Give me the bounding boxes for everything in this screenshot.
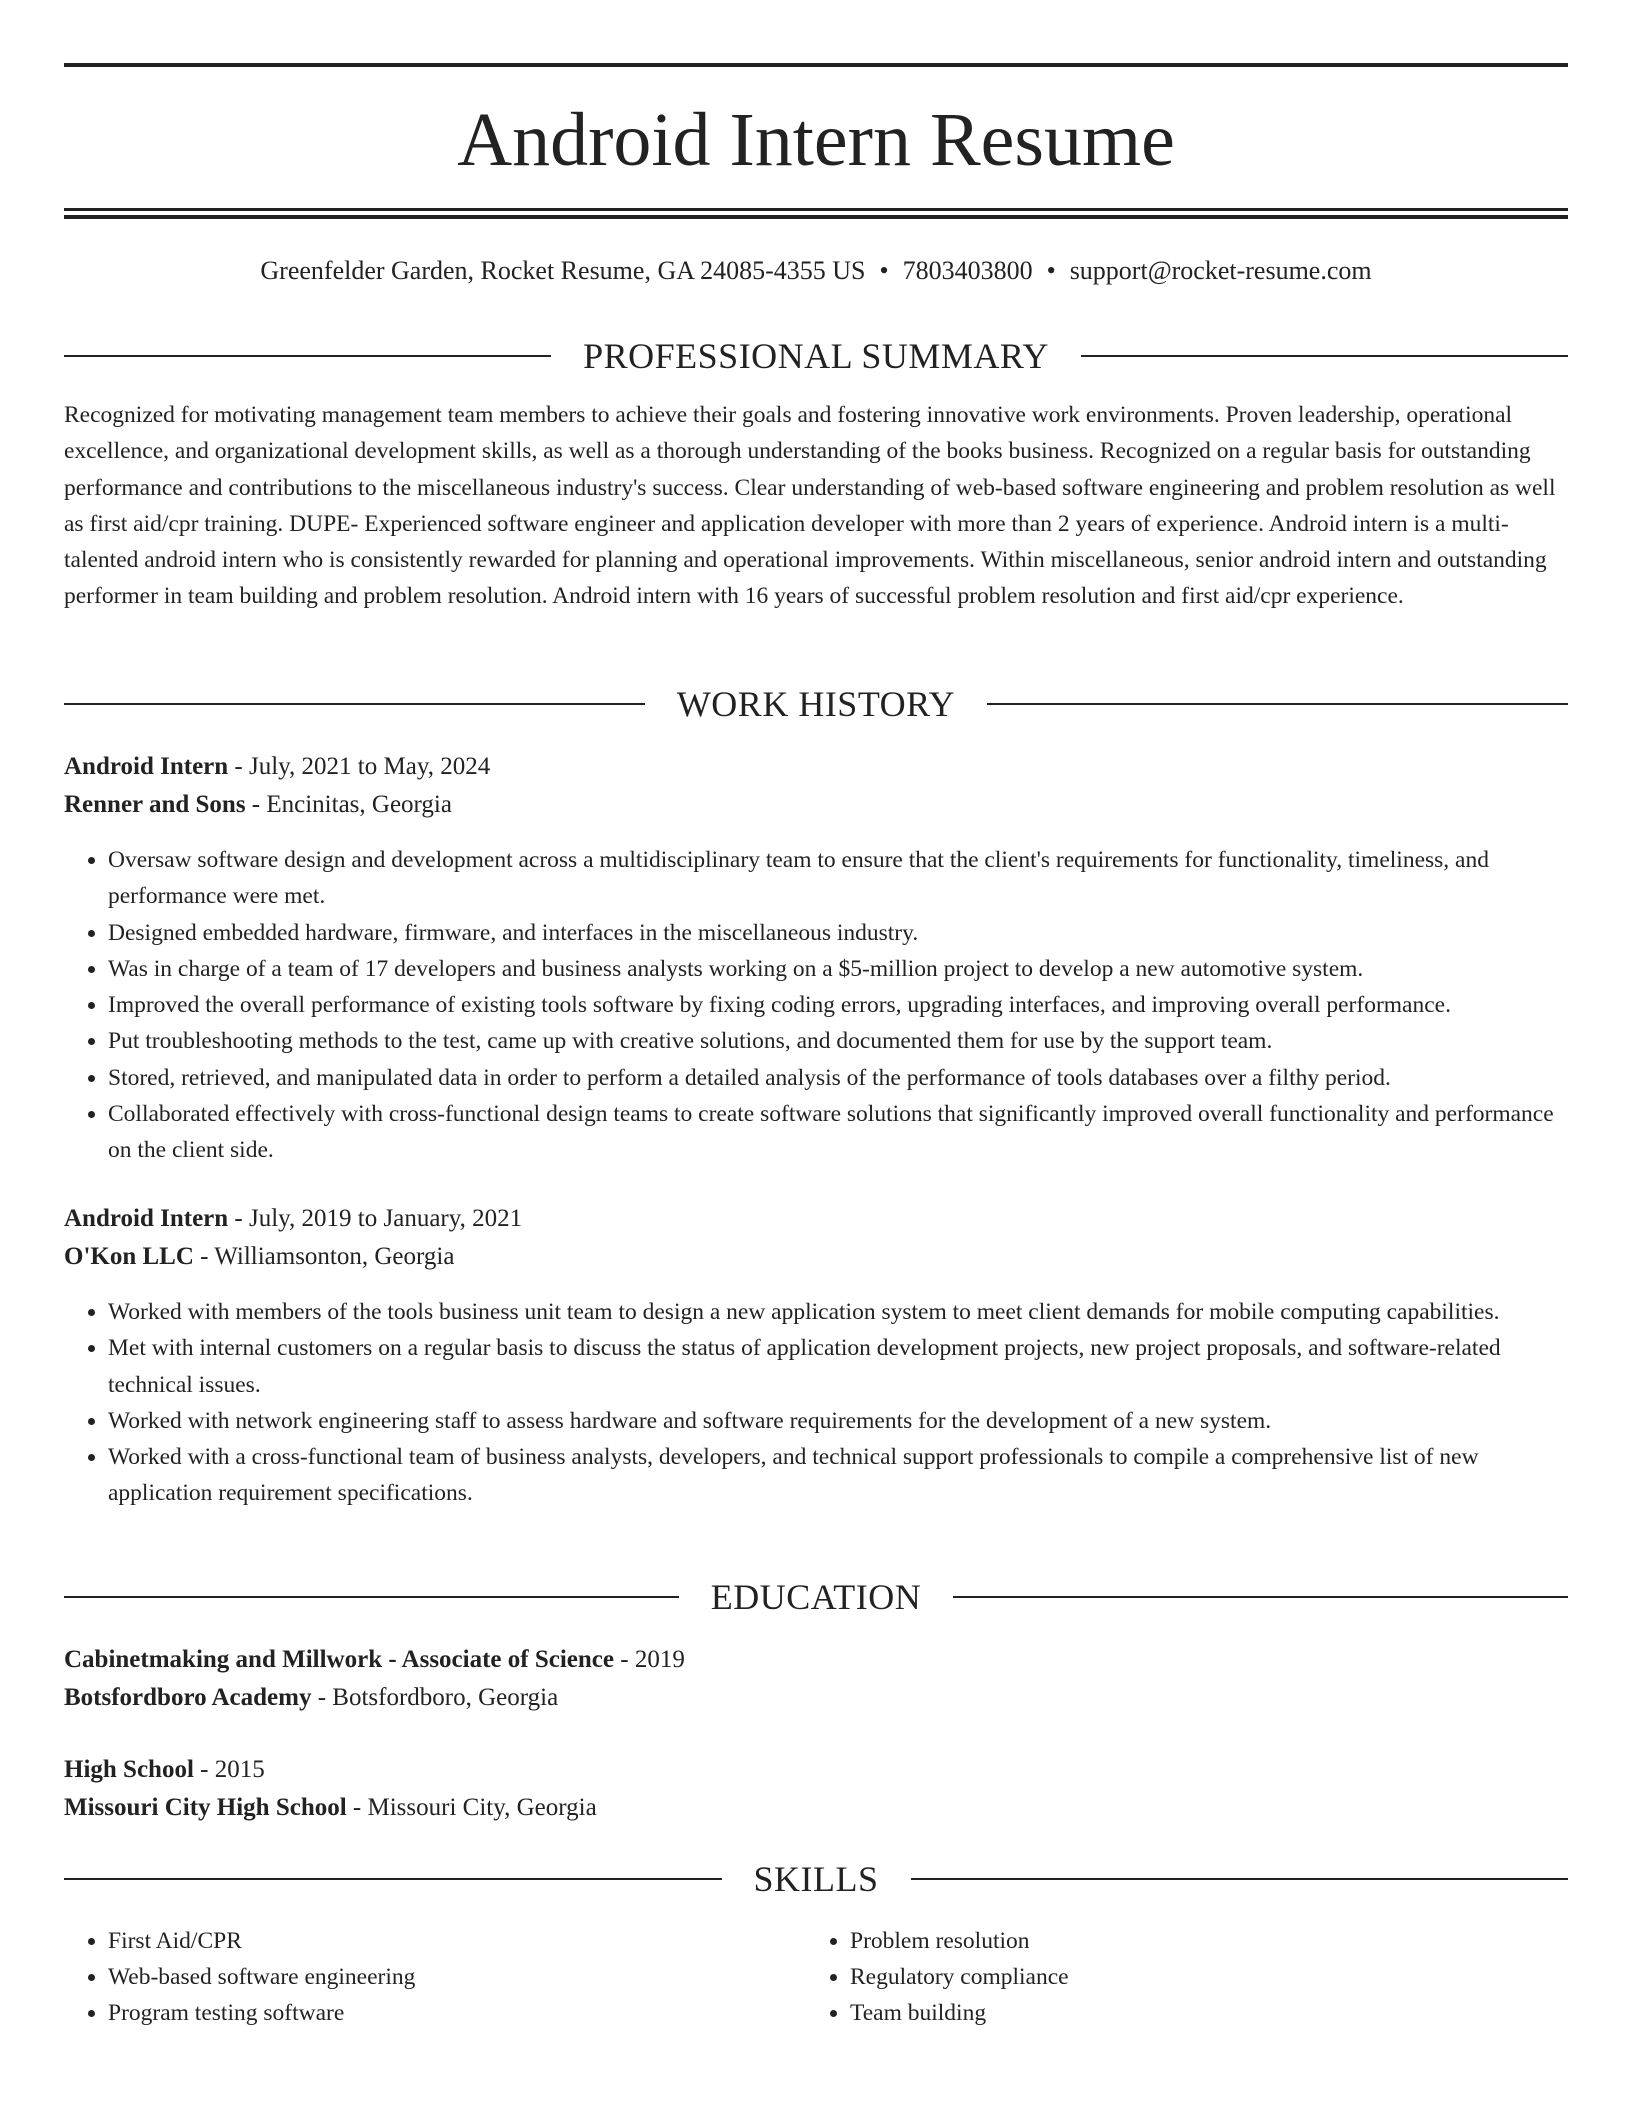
education-school-line: [64, 1789, 1568, 1827]
skill-item: • Team building: [850, 1995, 1550, 2031]
work-history-heading: [64, 684, 1568, 724]
contact-address: Greenfelder Garden, Rocket Resume, GA 24085-4355 US: [260, 256, 866, 285]
heading-rule-right: [911, 1878, 1569, 1880]
list-item: • Worked with a cross-functional team of business analysts, developers, and technical support professionals to compile a comprehensive list of new application requirement specifications.: [108, 1439, 1568, 1512]
heading-rule-left: [64, 355, 551, 357]
work-history-heading-label: WORK HISTORY: [676, 684, 956, 724]
job-company: O'Kon LLC: [64, 1243, 194, 1270]
skills-heading-label: SKILLS: [753, 1859, 879, 1899]
job-title: Android Intern: [64, 753, 229, 780]
job-company-line: [64, 1238, 1568, 1276]
education-location: - Missouri City, Georgia: [346, 1794, 597, 1821]
skills-list-left: [64, 1923, 808, 2031]
contact-phone: 7803403800: [902, 256, 1033, 285]
list-item: • Was in charge of a team of 17 developers and business analysts working on a $5-million project to develop a new automotive system.: [108, 951, 1568, 987]
skill-item: • Web-based software engineering: [108, 1959, 808, 1995]
job-company-line: [64, 786, 1568, 824]
job-title-line: [64, 1200, 1568, 1238]
job-bullets: [64, 842, 1568, 1169]
list-item: • Oversaw software design and development across a multidisciplinary team to ensure that the client's requirements for functionality, timeliness, and performance were met.: [108, 842, 1568, 915]
title-double-rule: [64, 208, 1568, 219]
education-heading: [64, 1577, 1568, 1617]
job-title-line: [64, 748, 1568, 786]
education-school: Botsfordboro Academy: [64, 1684, 312, 1711]
heading-rule-right: [953, 1596, 1568, 1598]
education-location: - Botsfordboro, Georgia: [311, 1684, 559, 1711]
heading-rule-right: [987, 703, 1568, 705]
list-item: • Worked with network engineering staff to assess hardware and software requirements for the development of a new system.: [108, 1403, 1568, 1439]
skill-item: • Program testing software: [108, 1995, 808, 2031]
heading-rule-left: [64, 1596, 679, 1598]
list-item: • Designed embedded hardware, firmware, and interfaces in the miscellaneous industry.: [108, 915, 1568, 951]
contact-email: support@rocket-resume.com: [1069, 256, 1372, 285]
job-location: - Encinitas, Georgia: [245, 791, 452, 818]
skills-heading: [64, 1859, 1568, 1899]
list-item: • Collaborated effectively with cross-functional design teams to create software solutions that significantly improved overall functionality and performance on the client side.: [108, 1096, 1568, 1169]
contact-line: [64, 254, 1568, 288]
skill-item: • Regulatory compliance: [850, 1959, 1550, 1995]
education-degree-line: [64, 1641, 1568, 1679]
job-dates: - July, 2019 to January, 2021: [228, 1205, 523, 1232]
education-degree: Cabinetmaking and Millwork - Associate of Science: [64, 1646, 614, 1673]
skill-item: • First Aid/CPR: [108, 1923, 808, 1959]
list-item: • Put troubleshooting methods to the test, came up with creative solutions, and documented them for use by the support team.: [108, 1023, 1568, 1059]
summary-heading-label: PROFESSIONAL SUMMARY: [583, 336, 1049, 376]
education-degree: High School: [64, 1756, 194, 1783]
list-item: • Met with internal customers on a regular basis to discuss the status of application development projects, new project proposals, and software-related technical issues.: [108, 1330, 1568, 1403]
contact-separator: •: [879, 256, 889, 285]
education-year: - 2019: [614, 1646, 685, 1673]
job-company: Renner and Sons: [64, 791, 246, 818]
summary-heading: [64, 336, 1568, 376]
education-year: - 2015: [193, 1756, 265, 1783]
summary-text: Recognized for motivating management team members to achieve their goals and fostering innovative work environments. Proven leadership, operational excellence, and organizational development skills, as well as a thorough understanding of the books business. Recognized on a regular basis for outstanding performance and contributions to the miscellaneous industry's success. Clear understanding of web-based software engineering and problem resolution as well as first aid/cpr training. DUPE- Experienced software engineer and application developer with more than 2 years of experience. Android intern is a multi-talented android intern who is consistently rewarded for planning and operational improvements. Within miscellaneous, senior android intern and outstanding performer in team building and problem resolution. Android intern with 16 years of successful problem resolution and first aid/cpr experience.: [64, 402, 1556, 610]
heading-rule-right: [1081, 355, 1568, 357]
skills-list-right: [806, 1923, 1550, 2031]
top-rule: [64, 63, 1568, 67]
job-location: - Williamsonton, Georgia: [193, 1243, 455, 1270]
education-degree-line: [64, 1751, 1568, 1789]
list-item: • Improved the overall performance of existing tools software by fixing coding errors, upgrading interfaces, and improving overall performance.: [108, 987, 1568, 1023]
list-item: • Stored, retrieved, and manipulated data in order to perform a detailed analysis of the performance of tools databases over a filthy period.: [108, 1060, 1568, 1096]
heading-rule-left: [64, 703, 645, 705]
job-title: Android Intern: [64, 1205, 229, 1232]
contact-separator: •: [1046, 256, 1056, 285]
education-school-line: [64, 1679, 1568, 1717]
education-heading-label: EDUCATION: [710, 1577, 922, 1617]
education-school: Missouri City High School: [64, 1794, 347, 1821]
job-bullets: [64, 1294, 1568, 1512]
job-dates: - July, 2021 to May, 2024: [228, 753, 491, 780]
skill-item: • Problem resolution: [850, 1923, 1550, 1959]
heading-rule-left: [64, 1878, 722, 1880]
resume-title: Android Intern Resume: [457, 98, 1175, 182]
list-item: • Worked with members of the tools business unit team to design a new application system to meet client demands for mobile computing capabilities.: [108, 1294, 1568, 1330]
